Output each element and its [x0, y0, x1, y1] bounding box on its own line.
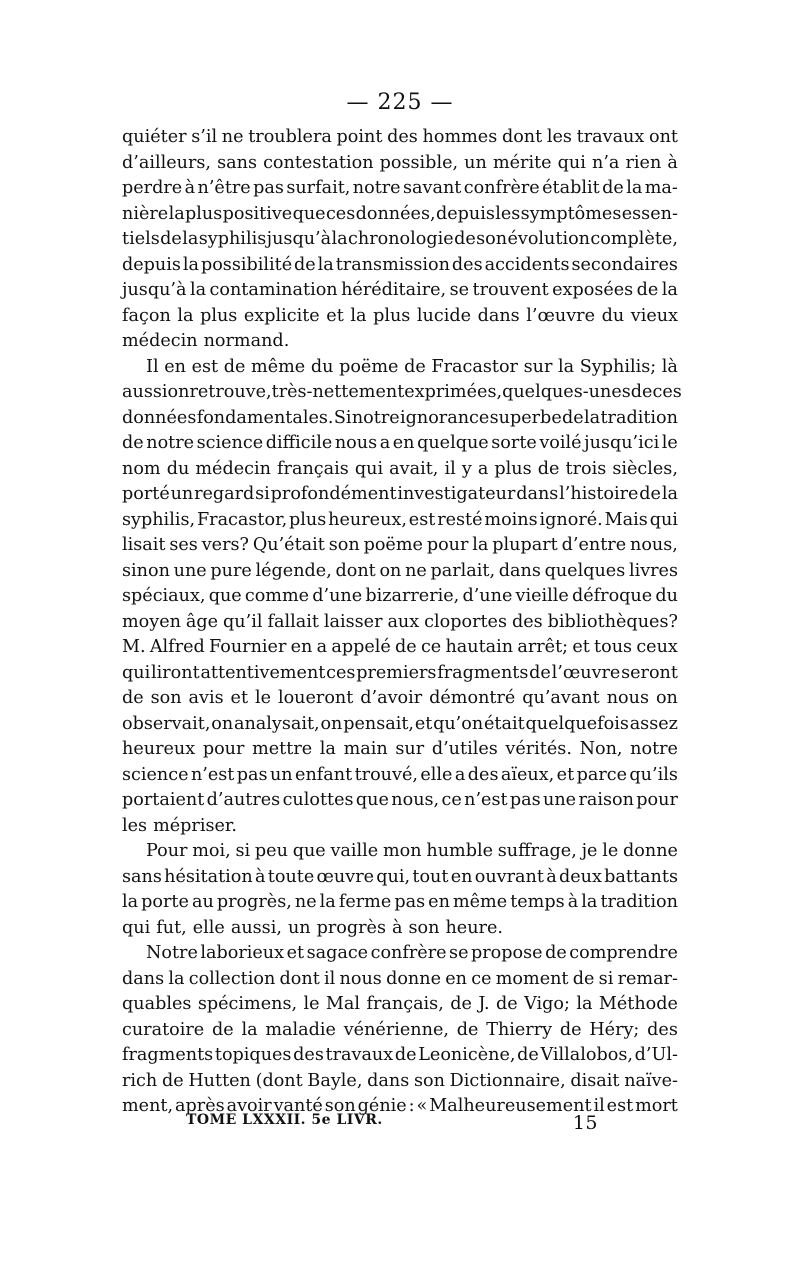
text-line: lisait ses vers? Qu’était son poëme pour la plupart d’entre nous, — [122, 535, 678, 555]
text-line: données fondamentales. Si notre ignorance superbe de la tradition — [122, 407, 678, 428]
text-line: aussi on retrouve, très-nettement exprimées, quelques-unes de ces — [122, 382, 682, 402]
text-line: portaient d’autres culottes que nous, ce n’est pas une raison pour — [122, 790, 678, 810]
signature-number: 15 — [572, 1112, 598, 1134]
text-line: sinon une pure légende, dont on ne parlait, dans quelques livres — [122, 560, 678, 581]
body-text — [122, 125, 682, 1120]
text-line: science n’est pas un enfant trouvé, elle a des aïeux, et parce qu’ils — [122, 764, 678, 785]
text-line: porté un regard si profondément investigateur dans l’histoire de la — [122, 484, 678, 504]
text-line: perdre à n’être pas surfait, notre savant confrère établit de la ma- — [122, 178, 678, 198]
text-line: curatoire de la maladie vénérienne, de Thierry de Héry; des — [122, 1019, 678, 1040]
text-line: M. Alfred Fournier en a appelé de ce hautain arrêt; et tous ceux — [122, 637, 678, 657]
text-line: les mépriser. — [122, 815, 237, 836]
text-line: fragments topiques des travaux de Leonicène, de Villalobos, d’Ul- — [122, 1045, 678, 1065]
text-line: observait, on analysait, on pensait, et qu’on était quelquefois assez — [122, 713, 678, 734]
text-line: spéciaux, que comme d’une bizarrerie, d’une vieille défroque du — [122, 586, 678, 606]
text-line: de notre science difficile nous a en quelque sorte voilé jusqu’ici le — [122, 433, 678, 453]
page-footer — [186, 1112, 598, 1134]
text-line: quiéter s’il ne troublera point des hommes dont les travaux ont — [122, 127, 678, 147]
text-line: rich de Hutten (dont Bayle, dans son Dictionnaire, disait naïve- — [122, 1070, 678, 1091]
text-line: qui fut, elle aussi, un progrès à son heure. — [122, 917, 503, 938]
text-line: qui liront attentivement ces premiers fragments de l’œuvre seront — [122, 662, 678, 683]
text-line: syphilis, Fracastor, plus heureux, est resté moins ignoré. Mais qui — [122, 509, 678, 530]
text-line: de son avis et le loueront d’avoir démontré qu’avant nous on — [122, 688, 678, 708]
text-line: sans hésitation à toute œuvre qui, tout en ouvrant à deux battants — [122, 866, 678, 887]
text-line: dans la collection dont il nous donne en ce moment de si remar- — [122, 968, 678, 989]
text-line: depuis la possibilité de la transmission des accidents secondaires — [122, 254, 678, 275]
text-line: jusqu’à la contamination héréditaire, se trouvent exposées de la — [122, 280, 678, 300]
text-line: quables spécimens, le Mal français, de J. de Vigo; la Méthode — [122, 994, 678, 1014]
text-line: tiels de la syphilis jusqu’à la chronologie de son évolution complète, — [122, 229, 678, 249]
page-number: — 225 — — [346, 90, 454, 115]
text-line: Pour moi, si peu que vaille mon humble suffrage, je le donne — [146, 841, 678, 861]
text-line: moyen âge qu’il fallait laisser aux cloportes des bibliothèques? — [122, 611, 678, 632]
text-line: Il en est de même du poëme de Fracastor sur la Syphilis; là — [146, 356, 678, 377]
text-line: heureux pour mettre la main sur d’utiles vérités. Non, notre — [122, 739, 678, 759]
text-line: la porte au progrès, ne la ferme pas en même temps à la tradition — [122, 892, 678, 912]
text-line: nom du médecin français qui avait, il y a plus de trois siècles, — [122, 458, 678, 479]
text-line: nière la plus positive que ces données, depuis les symptômes essen- — [122, 203, 678, 224]
text-line: d’ailleurs, sans contestation possible, un mérite qui n’a rien à — [122, 152, 678, 173]
text-line: médecin normand. — [122, 331, 290, 351]
text-line: Notre laborieux et sagace confrère se propose de comprendre — [146, 943, 678, 963]
volume-label: TOME LXXXII. 5e LIVR. — [186, 1112, 383, 1128]
text-line: ment, après avoir vanté son génie : « Malheureusement il est mort — [122, 1096, 678, 1116]
text-line: façon la plus explicite et la plus lucide dans l’œuvre du vieux — [122, 305, 678, 326]
